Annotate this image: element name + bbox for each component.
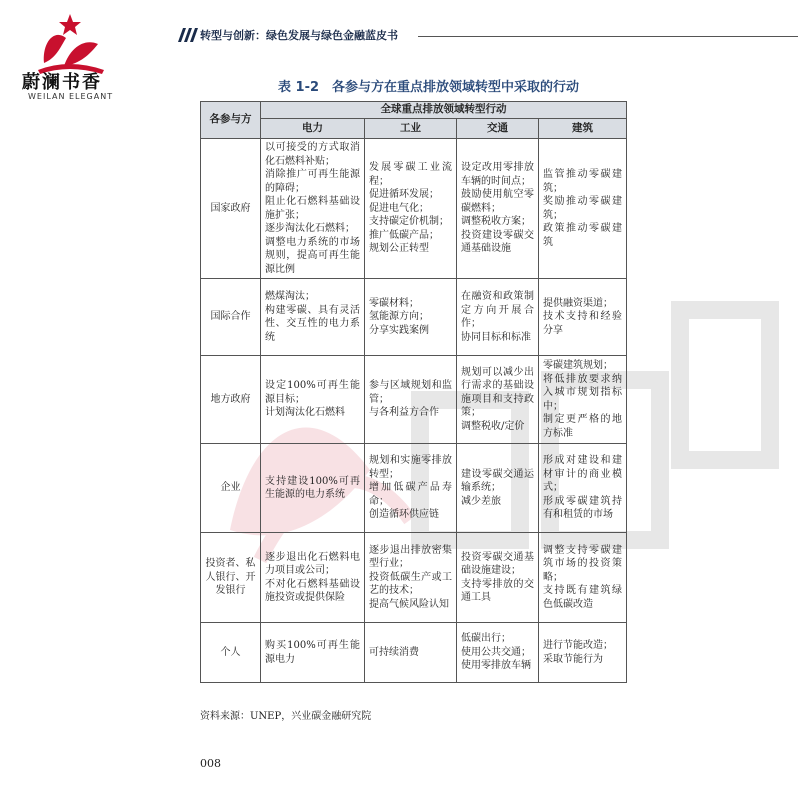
action-cell — [539, 533, 627, 623]
action-line: 零碳建筑规划； — [543, 360, 613, 371]
action-line: 以可接受的方式取消化石燃料补贴； — [265, 142, 360, 167]
participant-cell: 地方政府 — [201, 356, 261, 444]
action-line: 促进电气化； — [369, 202, 429, 214]
action-line: 投资零碳交通基础设施建设； — [461, 551, 534, 576]
table-caption: 表 1-2 各参与方在重点排放领域转型中采取的行动 — [278, 80, 580, 95]
action-line: 零碳材料； — [369, 297, 419, 309]
action-line: 与各利益方合作 — [369, 407, 439, 419]
action-cell — [261, 623, 365, 683]
table-row — [201, 279, 627, 356]
table-row — [201, 139, 627, 279]
action-line: 支持既有建筑绿色低碳改造 — [543, 585, 622, 610]
action-line: 调整电力系统的市场规则，提高可再生能源比例 — [265, 236, 360, 275]
action-cell — [457, 533, 539, 623]
action-cell — [457, 279, 539, 356]
logo-name-cn: 蔚澜书香 — [22, 72, 102, 93]
participant-cell: 国际合作 — [201, 279, 261, 356]
action-cell — [261, 139, 365, 279]
action-line: 监管推动零碳建筑； — [543, 169, 622, 194]
actions-table — [200, 101, 627, 683]
action-line: 逐步退出化石燃料电力项目或公司； — [265, 551, 360, 576]
action-cell — [457, 356, 539, 444]
header-transport: 交通 — [457, 119, 539, 139]
action-line: 进行节能改造； — [543, 640, 613, 651]
action-line: 购买100%可再生能源电力 — [265, 640, 360, 665]
action-line: 创造循环供应链 — [369, 509, 439, 521]
action-line: 建设零碳交通运输系统； — [461, 468, 534, 494]
header-title: 转型与创新：绿色发展与绿色金融蓝皮书 — [200, 29, 398, 42]
action-line: 调整税收/定价 — [461, 420, 525, 432]
action-line: 可持续消费 — [369, 646, 419, 658]
action-line: 政策推动零碳建筑 — [543, 223, 622, 248]
action-cell — [365, 356, 457, 444]
action-line: 消除推广可再生能源的障碍； — [265, 169, 360, 194]
participant-cell: 投资者、私人银行、开发银行 — [201, 533, 261, 623]
action-line: 规划公正转型 — [369, 243, 429, 255]
action-cell — [365, 139, 457, 279]
action-cell — [539, 139, 627, 279]
action-line: 投资建设零碳交通基础设施 — [461, 229, 534, 255]
action-cell — [457, 623, 539, 683]
action-cell — [261, 356, 365, 444]
action-line: 形成零碳建筑持有和租赁的市场 — [543, 495, 622, 521]
action-line: 逐步淘汰化石燃料； — [265, 223, 355, 234]
action-cell — [261, 279, 365, 356]
action-cell — [539, 279, 627, 356]
running-header — [178, 28, 798, 42]
action-line: 氢能源方向； — [369, 311, 429, 323]
participant-cell: 个人 — [201, 623, 261, 683]
action-line: 分享实践案例 — [369, 324, 429, 336]
action-line: 协同目标和标准 — [461, 331, 531, 343]
action-line: 鼓励使用航空零碳燃料； — [461, 189, 534, 214]
table-row — [201, 623, 627, 683]
action-cell — [457, 139, 539, 279]
header-participants: 各参与方 — [201, 102, 261, 139]
action-line: 调整支持零碳建筑市场的投资策略； — [543, 544, 622, 583]
action-line: 使用零排放车辆 — [461, 660, 531, 672]
action-line: 形成对建设和建材审计的商业模式； — [543, 455, 622, 494]
action-line: 投资低碳生产或工艺的技术； — [369, 571, 452, 597]
action-line: 设定改用零排放车辆的时间点； — [461, 162, 534, 187]
header-group: 全球重点排放领域转型行动 — [261, 102, 627, 119]
header-stripes-icon — [178, 28, 198, 42]
header-divider — [418, 36, 798, 37]
action-line: 参与区域规划和监管； — [369, 380, 452, 405]
action-line: 计划淘汰化石燃料 — [265, 407, 345, 419]
action-line: 支持零排放的交通工具 — [461, 578, 534, 603]
action-line: 阻止化石燃料基础设施扩张； — [265, 196, 360, 221]
action-line: 推广低碳产品； — [369, 229, 439, 241]
action-cell — [261, 444, 365, 533]
action-cell — [539, 444, 627, 533]
action-line: 促进循环发展； — [369, 189, 439, 201]
action-cell — [539, 623, 627, 683]
action-line: 将低排放要求纳入城市规划指标中； — [543, 373, 622, 412]
participant-cell: 企业 — [201, 444, 261, 533]
action-cell — [539, 356, 627, 444]
action-line: 减少差旅 — [461, 495, 501, 507]
action-line: 制定更严格的地方标准 — [543, 414, 622, 439]
action-line: 发展零碳工业流程； — [369, 162, 452, 187]
action-cell — [365, 533, 457, 623]
action-cell — [365, 623, 457, 683]
table-row — [201, 356, 627, 444]
action-line: 技术支持和经验分享 — [543, 311, 622, 336]
source-note: 资料来源：UNEP，兴业碳金融研究院 — [200, 711, 372, 722]
action-line: 规划可以减少出行需求的基础设施项目和支持政策； — [461, 366, 534, 419]
action-line: 设定100%可再生能源目标； — [265, 380, 360, 405]
table-row — [201, 533, 627, 623]
action-line: 使用公共交通； — [461, 646, 531, 658]
action-cell — [261, 533, 365, 623]
action-line: 不对化石燃料基础设施投资或提供保险 — [265, 578, 360, 603]
participant-cell: 国家政府 — [201, 139, 261, 279]
header-industry: 工业 — [365, 119, 457, 139]
action-line: 提高气候风险认知 — [369, 598, 449, 610]
action-cell — [365, 279, 457, 356]
header-power: 电力 — [261, 119, 365, 139]
logo-name-en: WEILAN ELEGANT — [28, 92, 114, 101]
action-cell — [457, 444, 539, 533]
action-line: 增加低碳产品寿命； — [369, 482, 452, 507]
action-line: 燃煤淘汰； — [265, 291, 315, 302]
page-number: 008 — [200, 757, 221, 770]
action-line: 提供融资渠道； — [543, 297, 613, 309]
action-cell — [365, 444, 457, 533]
header-building: 建筑 — [539, 119, 627, 139]
action-line: 奖励推动零碳建筑； — [543, 196, 622, 221]
action-line: 支持碳定价机制； — [369, 216, 449, 228]
action-line: 调整税收方案； — [461, 216, 531, 228]
action-line: 低碳出行； — [461, 633, 511, 645]
action-line: 规划和实施零排放转型； — [369, 455, 452, 480]
action-line: 支持建设100%可再生能源的电力系统 — [265, 475, 360, 500]
action-line: 在融资和政策制定方向开展合作； — [461, 291, 534, 329]
table-row — [201, 444, 627, 533]
action-line: 逐步退出排放密集型行业； — [369, 544, 452, 570]
action-line: 构建零碳、具有灵活性、交互性的电力系统 — [265, 304, 360, 343]
action-line: 采取节能行为 — [543, 653, 603, 665]
